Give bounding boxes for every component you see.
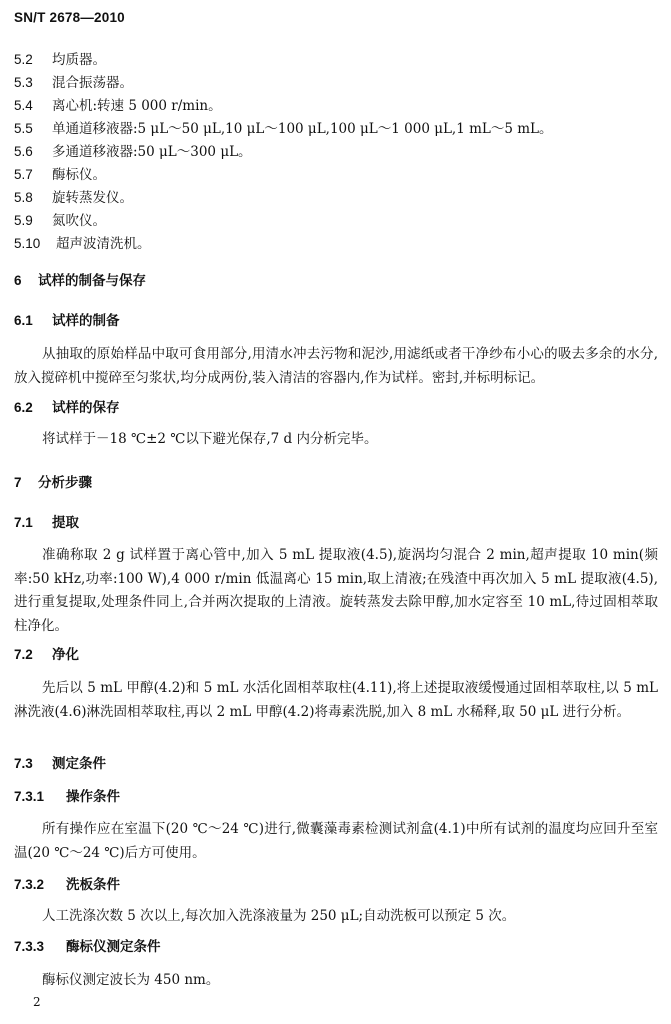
subsection-heading: 7.3.1 操作条件 xyxy=(14,789,120,805)
list-item: 5.5 单通道移液器:5 μL～50 μL,10 μL～100 μL,100 μL～1 000 μL,1 mL～5 mL。 xyxy=(14,121,553,137)
subsection-heading: 7.2 净化 xyxy=(14,647,79,663)
list-item: 5.3 混合振荡器。 xyxy=(14,75,133,91)
list-item: 5.2 均质器。 xyxy=(14,52,106,68)
subsection-heading: 6.1 试样的制备 xyxy=(14,313,120,329)
paragraph: 先后以 5 mL 甲醇(4.2)和 5 mL 水活化固相萃取柱(4.11),将上述提取液缓慢通过固相萃取柱,以 5 mL 淋洗液(4.6)淋洗固相萃取柱,再以 2 mL 甲醇(4.2)将毒素洗脱,加入 8 mL 水稀释,取 50 μL 进行分析。 xyxy=(14,680,658,720)
paragraph: 酶标仪测定波长为 450 nm。 xyxy=(42,972,220,988)
list-item: 5.9 氮吹仪。 xyxy=(14,213,106,229)
list-item: 5.6 多通道移液器:50 μL～300 μL。 xyxy=(14,144,252,160)
list-item: 5.7 酶标仪。 xyxy=(14,167,106,183)
list-item: 5.10 超声波清洗机。 xyxy=(14,236,151,252)
list-item: 5.8 旋转蒸发仪。 xyxy=(14,190,133,206)
paragraph: 准确称取 2 g 试样置于离心管中,加入 5 mL 提取液(4.5),旋涡均匀混合 2 min,超声提取 10 min(频率:50 kHz,功率:100 W),4 000 r/min 低温离心 15 min,取上清液;在残渣中再次加入 5 mL 提取液(4.5),进行重复提取,处理条件同上,合并两次提取的上清液。旋转蒸发去除甲醇,加水定容至 10 mL,待过固相萃取柱净化。 xyxy=(14,547,658,634)
list-item: 5.4 离心机:转速 5 000 r/min。 xyxy=(14,98,222,114)
standard-code: SN/T 2678—2010 xyxy=(14,10,125,25)
paragraph: 将试样于－18 ℃±2 ℃以下避光保存,7 d 内分析完毕。 xyxy=(42,431,378,447)
paragraph: 人工洗涤次数 5 次以上,每次加入洗涤液量为 250 μL;自动洗板可以预定 5 次。 xyxy=(42,908,516,924)
paragraph: 从抽取的原始样品中取可食用部分,用清水冲去污物和泥沙,用滤纸或者干净纱布小心的吸去多余的水分,放入搅碎机中搅碎至匀浆状,均分成两份,装入清洁的容器内,作为试样。密封,并标明标记。 xyxy=(14,346,658,386)
section-heading: 7 分析步骤 xyxy=(14,475,92,491)
paragraph: 所有操作应在室温下(20 ℃～24 ℃)进行,微囊藻毒素检测试剂盒(4.1)中所有试剂的温度均应回升至室温(20 ℃～24 ℃)后方可使用。 xyxy=(14,821,658,861)
subsection-heading: 7.1 提取 xyxy=(14,515,79,531)
page-number: 2 xyxy=(33,995,41,1009)
subsection-heading: 7.3 测定条件 xyxy=(14,756,106,772)
subsection-heading: 7.3.3 酶标仪测定条件 xyxy=(14,939,161,955)
section-heading: 6 试样的制备与保存 xyxy=(14,273,146,289)
subsection-heading: 6.2 试样的保存 xyxy=(14,400,120,416)
subsection-heading: 7.3.2 洗板条件 xyxy=(14,877,120,893)
